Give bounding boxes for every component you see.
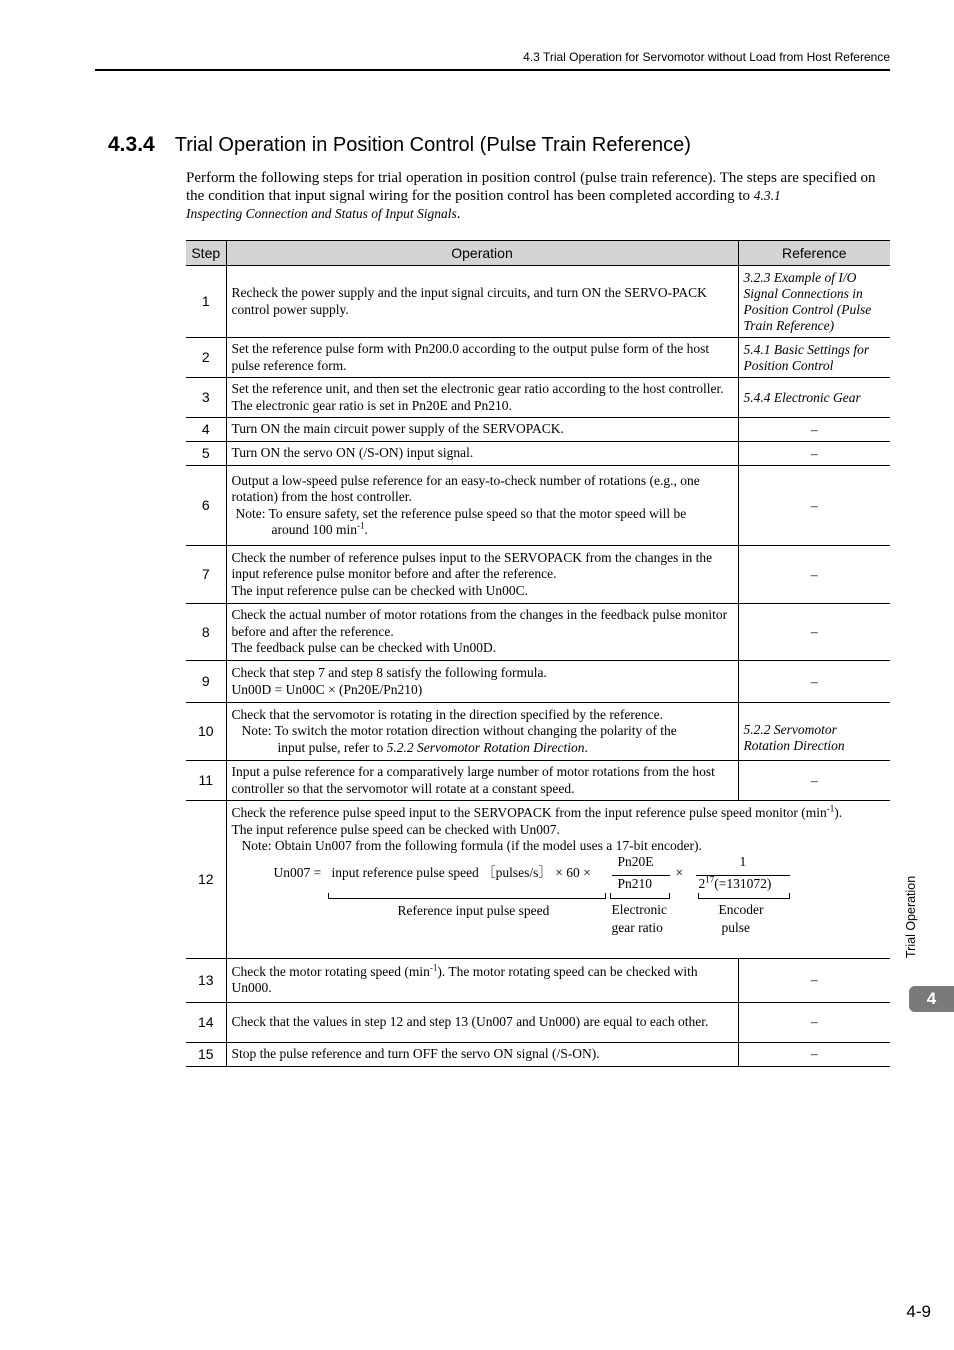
header-step: Step	[186, 241, 226, 266]
note-end: .	[364, 522, 368, 537]
reference-cell: –	[738, 604, 890, 661]
step-number: 9	[186, 661, 226, 703]
label-electronic: Electronic	[611, 901, 667, 917]
reference-cell: –	[738, 546, 890, 604]
intro-paragraph	[186, 170, 890, 223]
table-row	[186, 801, 890, 959]
operation-text: Check the number of reference pulses input to the SERVOPACK from the changes in the input reference pulse monitor before and after the reference.	[231, 549, 713, 582]
operation-text: Check that the servomotor is rotating in the direction specified by the reference.	[231, 706, 663, 722]
operation-text-2: The feedback pulse can be checked with Un00D.	[231, 640, 497, 656]
operation-cell	[226, 661, 738, 703]
operation-cell	[226, 466, 738, 546]
label-gear-ratio: gear ratio	[611, 919, 663, 935]
brace-gear-ratio	[610, 893, 670, 899]
table-row	[186, 338, 890, 378]
brace-reference-speed	[328, 893, 606, 899]
operation-cell: Turn ON the servo ON (/S-ON) input signal.	[226, 442, 738, 466]
operation-text-2: The input reference pulse speed can be checked with Un007.	[231, 821, 560, 837]
reference-cell: –	[738, 661, 890, 703]
chapter-number: 4	[926, 989, 937, 1008]
step-number: 6	[186, 466, 226, 546]
den2-exponent: 17	[705, 874, 715, 884]
operation-cell	[226, 604, 738, 661]
label-pulse: pulse	[721, 919, 750, 935]
table-row	[186, 466, 890, 546]
operation-cell	[226, 703, 738, 761]
note-text: around 100 min	[271, 522, 357, 537]
den2-base: 2	[698, 875, 706, 891]
chapter-tab	[909, 986, 954, 1012]
operation-cell	[226, 801, 890, 959]
table-row	[186, 703, 890, 761]
operation-note: Note: Obtain Un007 from the following formula (if the model uses a 17-bit encoder).	[241, 838, 702, 853]
operation-cell: Input a pulse reference for a comparatively large number of motor rotations from the host controller so that the servomotor will rotate at a constant speed.	[226, 761, 738, 801]
formula-term1: input reference pulse speed ［pulses/s］ × 60 ×	[331, 864, 591, 880]
operation-note: Note: To switch the motor rotation direction without changing the polarity of the	[241, 723, 677, 739]
reference-cell: 5.4.1 Basic Settings for Position Control	[738, 338, 890, 378]
operation-text-end: ).	[834, 805, 843, 820]
section-title: Trial Operation in Position Control (Pulse Train Reference)	[174, 134, 691, 156]
label-encoder: Encoder	[718, 901, 764, 917]
step-number: 5	[186, 442, 226, 466]
step-number: 1	[186, 266, 226, 338]
step-number: 15	[186, 1042, 226, 1066]
reference-cell: –	[738, 418, 890, 442]
formula-num1: Pn20E	[617, 853, 654, 869]
formula-den2	[699, 876, 772, 893]
operation-cell	[226, 546, 738, 604]
intro-text: Perform the following steps for trial operation in position control (pulse train reference). The steps are specified on the condition that input signal wiring for the position control has been completed according to	[186, 170, 876, 204]
intro-ref-title: Inspecting Connection and Status of Input Signals	[186, 206, 457, 221]
reference-cell: 5.4.4 Electronic Gear	[738, 378, 890, 418]
step-number: 3	[186, 378, 226, 418]
side-tab-text: Trial Operation	[904, 875, 918, 958]
step-number: 13	[186, 958, 226, 1002]
section-heading	[108, 133, 691, 157]
operation-text-main: Check the motor rotating speed (min	[231, 963, 430, 979]
formula-lhs: Un007 =	[273, 864, 322, 880]
un007-formula	[232, 853, 886, 955]
operation-cell	[226, 958, 738, 1002]
brace-encoder-pulse	[698, 893, 790, 899]
reference-cell: –	[738, 1002, 890, 1042]
steps-table	[186, 240, 890, 1067]
step-number: 7	[186, 546, 226, 604]
step-number: 2	[186, 338, 226, 378]
section-number: 4.3.4	[108, 133, 155, 156]
reference-cell: –	[738, 466, 890, 546]
table-row	[186, 442, 890, 466]
page-number: 4-9	[906, 1302, 931, 1321]
operation-cell: Turn ON the main circuit power supply of the SERVOPACK.	[226, 418, 738, 442]
table-row	[186, 958, 890, 1002]
step-number: 10	[186, 703, 226, 761]
operation-text	[232, 805, 886, 822]
operation-text-2: The input reference pulse can be checked with Un00C.	[231, 582, 529, 598]
intro-end: .	[456, 206, 461, 222]
table-row	[186, 761, 890, 801]
table-row	[186, 604, 890, 661]
formula-times: ×	[675, 864, 684, 880]
table-row	[186, 661, 890, 703]
running-header: 4.3 Trial Operation for Servomotor without Load from Host Reference	[523, 50, 890, 64]
label-reference-speed: Reference input pulse speed	[397, 902, 550, 918]
operation-cell: Stop the pulse reference and turn OFF the servo ON signal (/S-ON).	[226, 1042, 738, 1066]
table-row	[186, 1042, 890, 1066]
operation-note-continued	[232, 522, 733, 539]
note-end: .	[584, 739, 588, 755]
header-operation: Operation	[226, 241, 738, 266]
table-row	[186, 546, 890, 604]
operation-note: Note: To ensure safety, set the reference pulse speed so that the motor speed will be	[235, 505, 687, 521]
operation-cell: Set the reference unit, and then set the electronic gear ratio according to the host controller. The electronic gear ratio is set in Pn20E and Pn210.	[226, 378, 738, 418]
table-header-row	[186, 241, 890, 266]
table-row	[186, 418, 890, 442]
step-number: 8	[186, 604, 226, 661]
step-number: 11	[186, 761, 226, 801]
operation-note-continued	[232, 740, 733, 757]
note-superscript: -1	[357, 520, 365, 531]
side-tab-label	[904, 875, 918, 958]
reference-cell: 5.2.2 Servomotor Rotation Direction	[738, 703, 890, 761]
note-reference: 5.2.2 Servomotor Rotation Direction	[386, 739, 585, 755]
reference-cell: 3.2.3 Example of I/O Signal Connections in Position Control (Pulse Train Reference)	[738, 266, 890, 338]
header-reference: Reference	[738, 241, 890, 266]
operation-superscript: -1	[826, 803, 835, 814]
table-row	[186, 266, 890, 338]
reference-cell: –	[738, 958, 890, 1002]
operation-cell: Recheck the power supply and the input signal circuits, and turn ON the SERVO-PACK control power supply.	[226, 266, 738, 338]
formula-den1: Pn210	[617, 875, 653, 891]
operation-text-end: ). The motor rotating speed can be checked with Un000.	[231, 963, 698, 995]
step-number: 12	[186, 801, 226, 959]
operation-cell: Set the reference pulse form with Pn200.0 according to the output pulse form of the host pulse reference form.	[226, 338, 738, 378]
reference-cell: –	[738, 1042, 890, 1066]
table-row	[186, 1002, 890, 1042]
formula-num2: 1	[739, 853, 747, 869]
operation-text: Check the actual number of motor rotations from the changes in the feedback pulse monitor before and after the reference.	[231, 607, 728, 639]
intro-ref-number: 4.3.1	[753, 188, 781, 203]
step-number: 14	[186, 1002, 226, 1042]
den2-rest: (=131072)	[714, 875, 772, 891]
header-rule	[95, 69, 890, 71]
operation-text: Output a low-speed pulse reference for an easy-to-check number of rotations (e.g., one rotation) from the host controller.	[231, 472, 700, 504]
reference-cell: –	[738, 761, 890, 801]
operation-superscript: -1	[429, 962, 438, 972]
reference-cell: –	[738, 442, 890, 466]
operation-cell: Check that the values in step 12 and step 13 (Un007 and Un000) are equal to each other.	[226, 1002, 738, 1042]
operation-formula: Un00D = Un00C × (Pn20E/Pn210)	[231, 681, 423, 697]
step-number: 4	[186, 418, 226, 442]
operation-text-main: Check the reference pulse speed input to the SERVOPACK from the input reference pulse speed monitor (min	[231, 805, 827, 820]
table-row	[186, 378, 890, 418]
note-text: input pulse, refer to	[277, 739, 387, 755]
operation-text: Check that step 7 and step 8 satisfy the following formula.	[231, 665, 547, 680]
